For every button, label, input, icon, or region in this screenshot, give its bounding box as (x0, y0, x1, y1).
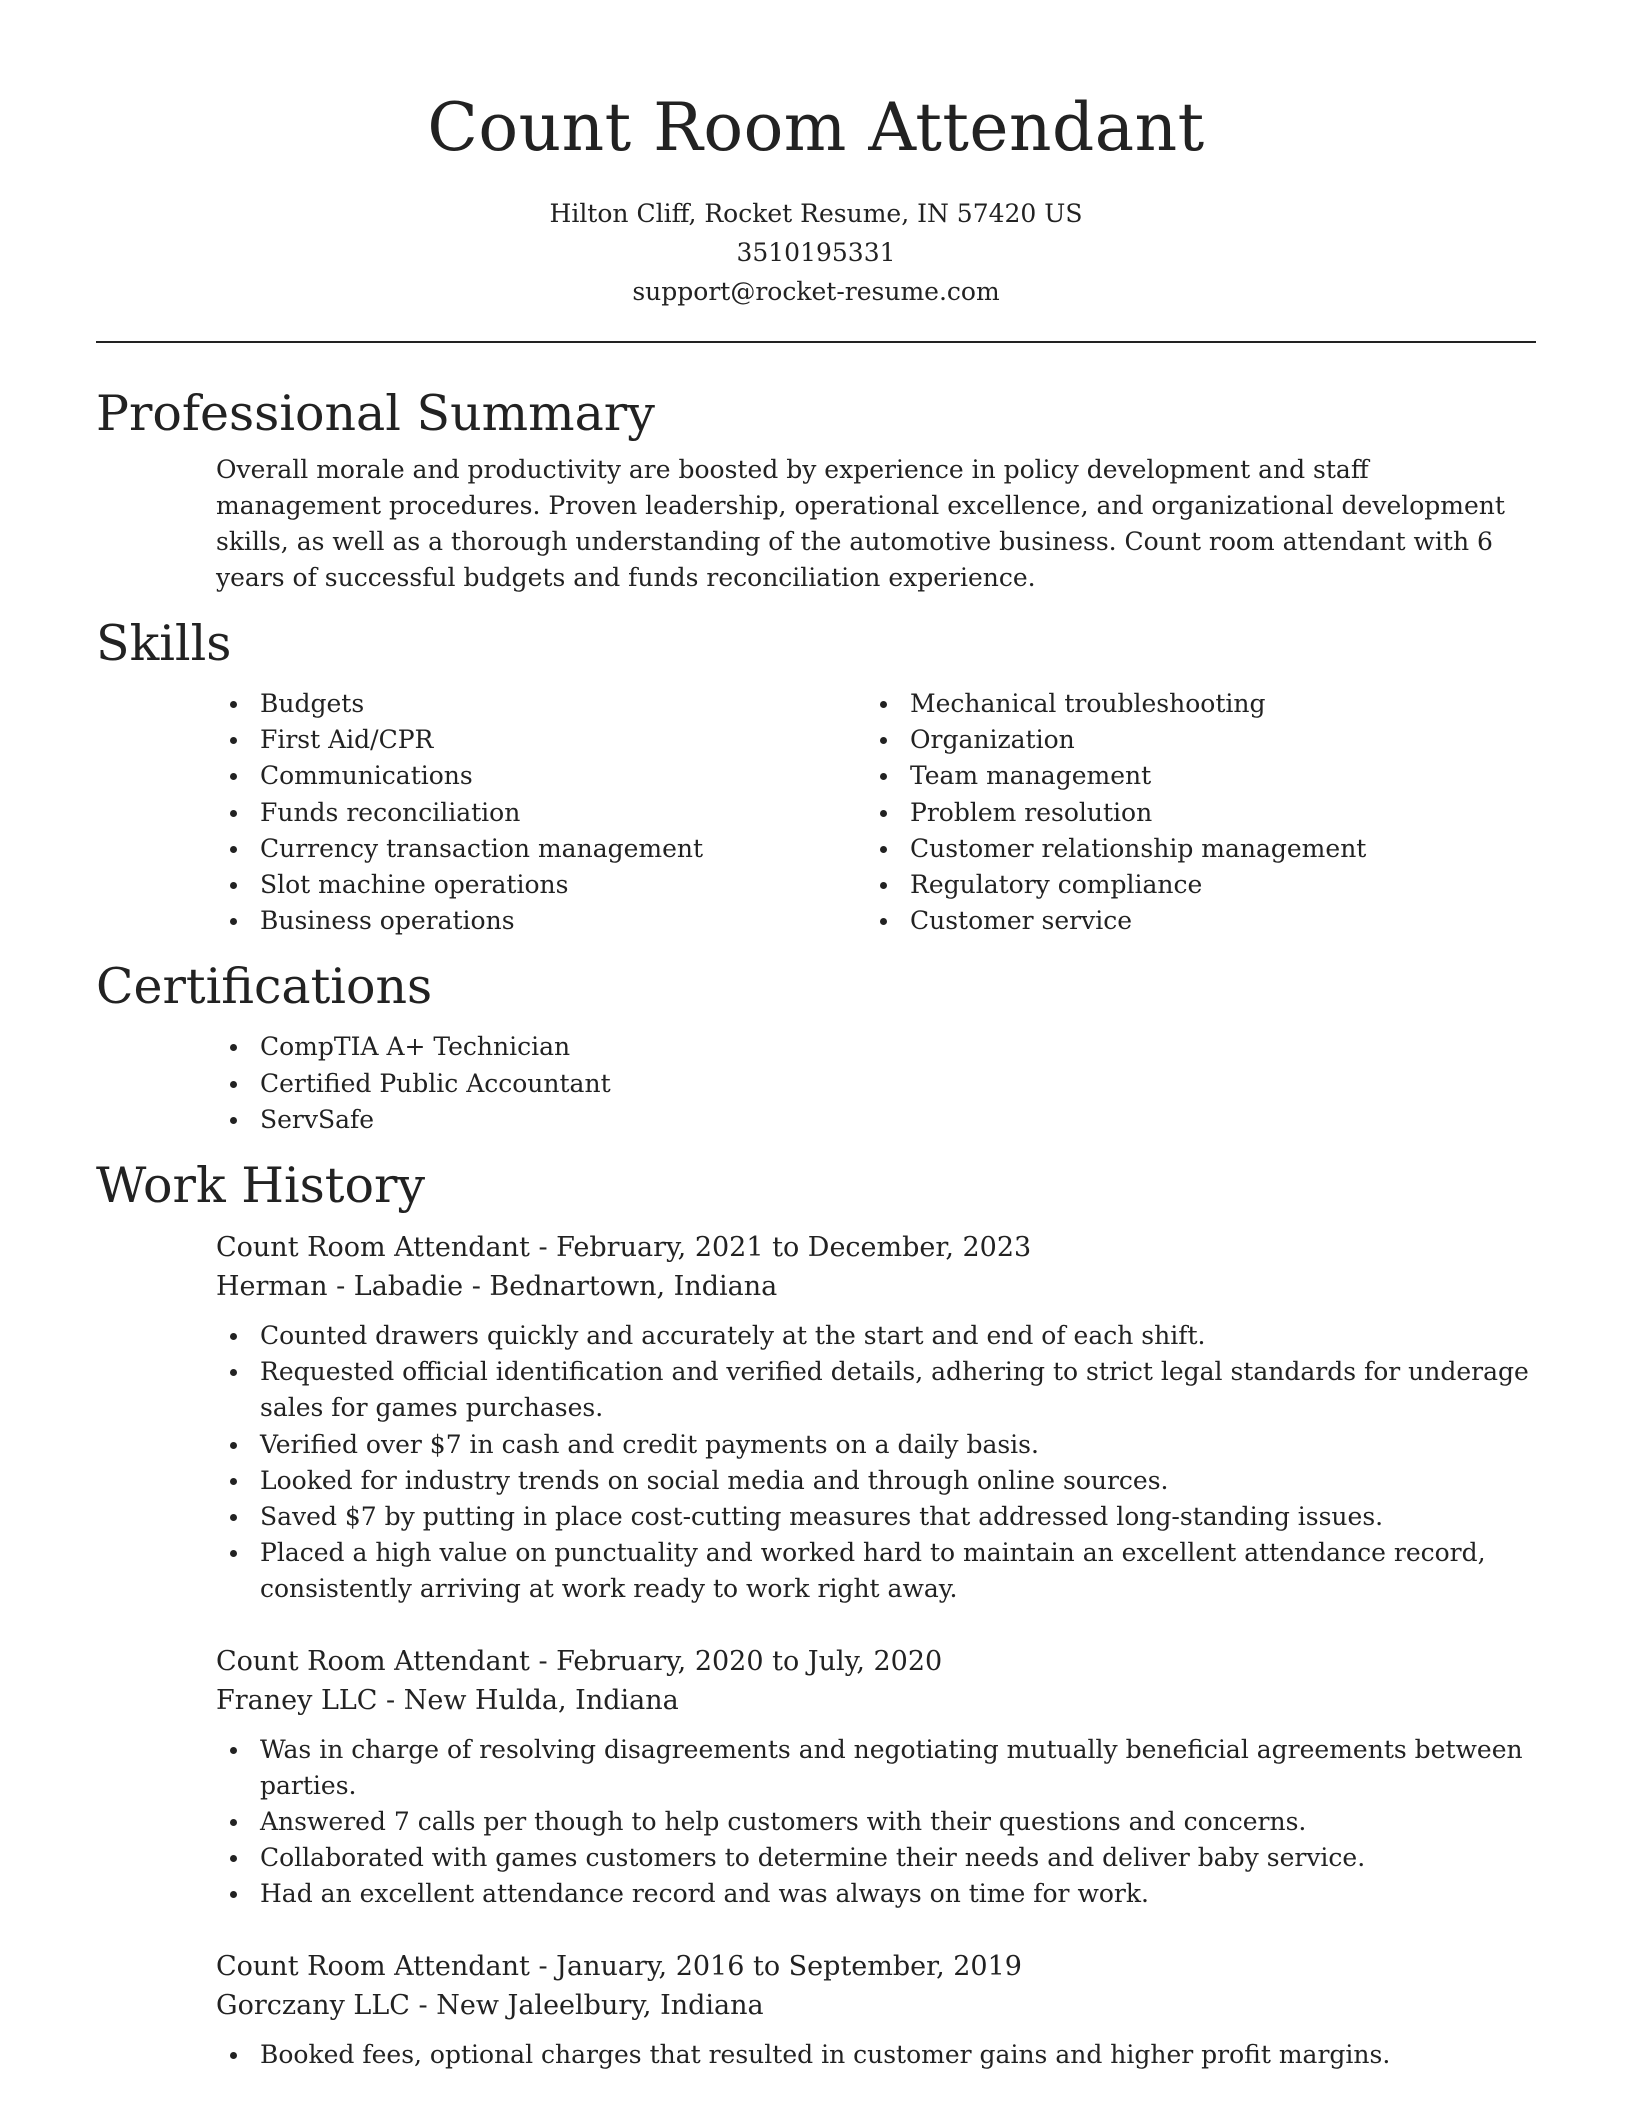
summary-section (96, 380, 1536, 596)
job-bullet: Placed a high value on punctuality and worked hard to maintain an excellent attendance record, consistently arriving at work ready to work right away. (216, 1535, 1536, 1607)
skill-item: Slot machine operations (216, 867, 866, 903)
skills-list-left (216, 686, 866, 939)
job-bullet: Requested official identification and verified details, adhering to strict legal standards for underage sales for games purchases. (216, 1354, 1536, 1426)
skill-item: Problem resolution (866, 795, 1516, 831)
skill-item: Mechanical troubleshooting (866, 686, 1516, 722)
summary-heading: Professional Summary (96, 385, 655, 442)
job-bullets (216, 2037, 1536, 2073)
contact-email: support@rocket-resume.com (632, 277, 1000, 306)
job-dates: - January, 2016 to September, 2019 (529, 1950, 1022, 1982)
job-dates: - February, 2021 to December, 2023 (529, 1232, 1032, 1264)
skill-item: Funds reconciliation (216, 795, 866, 831)
job-bullet: Looked for industry trends on social media and through online sources. (216, 1463, 1536, 1499)
header-divider (96, 341, 1536, 343)
contact-info (0, 194, 1632, 311)
job-bullets (216, 1732, 1536, 1913)
job-location: - New Jaleelbury, Indiana (409, 1989, 764, 2021)
job-title-line (216, 1947, 1536, 1986)
work-history-heading: Work History (96, 1157, 426, 1215)
skills-list-right (866, 686, 1516, 939)
skill-item: Customer relationship management (866, 831, 1516, 867)
contact-address: Hilton Cliff, Rocket Resume, IN 57420 US (549, 199, 1083, 228)
certification-item: CompTIA A+ Technician (216, 1029, 1536, 1065)
job-company-line (216, 1267, 1536, 1306)
job-location: - Bednartown, Indiana (463, 1271, 778, 1303)
resume-header (0, 0, 1632, 311)
skill-item: Currency transaction management (216, 831, 866, 867)
job-entry (216, 1642, 1536, 1913)
job-company-line (216, 1986, 1536, 2025)
candidate-name: Count Room Attendant (427, 89, 1205, 166)
contact-phone: 3510195331 (736, 238, 896, 267)
skill-item: Communications (216, 758, 866, 794)
job-bullet: Saved $7 by putting in place cost-cutting measures that addressed long-standing issues. (216, 1499, 1536, 1535)
job-bullets (216, 1318, 1536, 1608)
job-title: Count Room Attendant (216, 1645, 530, 1677)
skill-item: Team management (866, 758, 1516, 794)
skill-item: Business operations (216, 903, 866, 939)
job-company-line (216, 1681, 1536, 1720)
job-company: Herman - Labadie (216, 1271, 464, 1303)
job-location: - New Hulda, Indiana (377, 1684, 679, 1716)
job-bullet: Had an excellent attendance record and was always on time for work. (216, 1876, 1536, 1912)
certifications-list (216, 1029, 1536, 1138)
skill-item: First Aid/CPR (216, 722, 866, 758)
job-bullet: Answered 7 calls per though to help customers with their questions and concerns. (216, 1804, 1536, 1840)
skill-item: Organization (866, 722, 1516, 758)
job-bullet: Collaborated with games customers to determine their needs and deliver baby service. (216, 1840, 1536, 1876)
skills-heading: Skills (96, 615, 232, 672)
skill-item: Customer service (866, 903, 1516, 939)
job-title-line (216, 1642, 1536, 1681)
job-entry (216, 1947, 1536, 2073)
job-title: Count Room Attendant (216, 1950, 530, 1982)
resume-content (96, 380, 1536, 2107)
summary-text: Overall morale and productivity are boosted by experience in policy development and staff management procedures. Proven leadership, operational excellence, and organizational development skills, as well as a thorough understanding of the automotive business. Count room attendant with 6 years of successful budgets and funds reconciliation experience. (216, 455, 1505, 592)
job-company: Gorczany LLC (216, 1989, 410, 2021)
job-bullet: Was in charge of resolving disagreements and negotiating mutually beneficial agreements between parties. (216, 1732, 1536, 1804)
job-dates: - February, 2020 to July, 2020 (529, 1645, 943, 1677)
job-title: Count Room Attendant (216, 1232, 530, 1264)
certification-item: ServSafe (216, 1102, 1536, 1138)
certifications-heading: Certifications (96, 958, 433, 1016)
certification-item: Certified Public Accountant (216, 1066, 1536, 1102)
skill-item: Budgets (216, 686, 866, 722)
job-title-line (216, 1228, 1536, 1267)
job-entry (216, 1228, 1536, 1608)
job-company: Franey LLC (216, 1684, 378, 1716)
certifications-section (96, 953, 1536, 1138)
skill-item: Regulatory compliance (866, 867, 1516, 903)
job-bullet: Counted drawers quickly and accurately at the start and end of each shift. (216, 1318, 1536, 1354)
job-bullet: Verified over $7 in cash and credit payments on a daily basis. (216, 1427, 1536, 1463)
work-history-section (96, 1152, 1536, 2073)
job-bullet: Booked fees, optional charges that resulted in customer gains and higher profit margins. (216, 2037, 1536, 2073)
skills-section (96, 610, 1536, 939)
